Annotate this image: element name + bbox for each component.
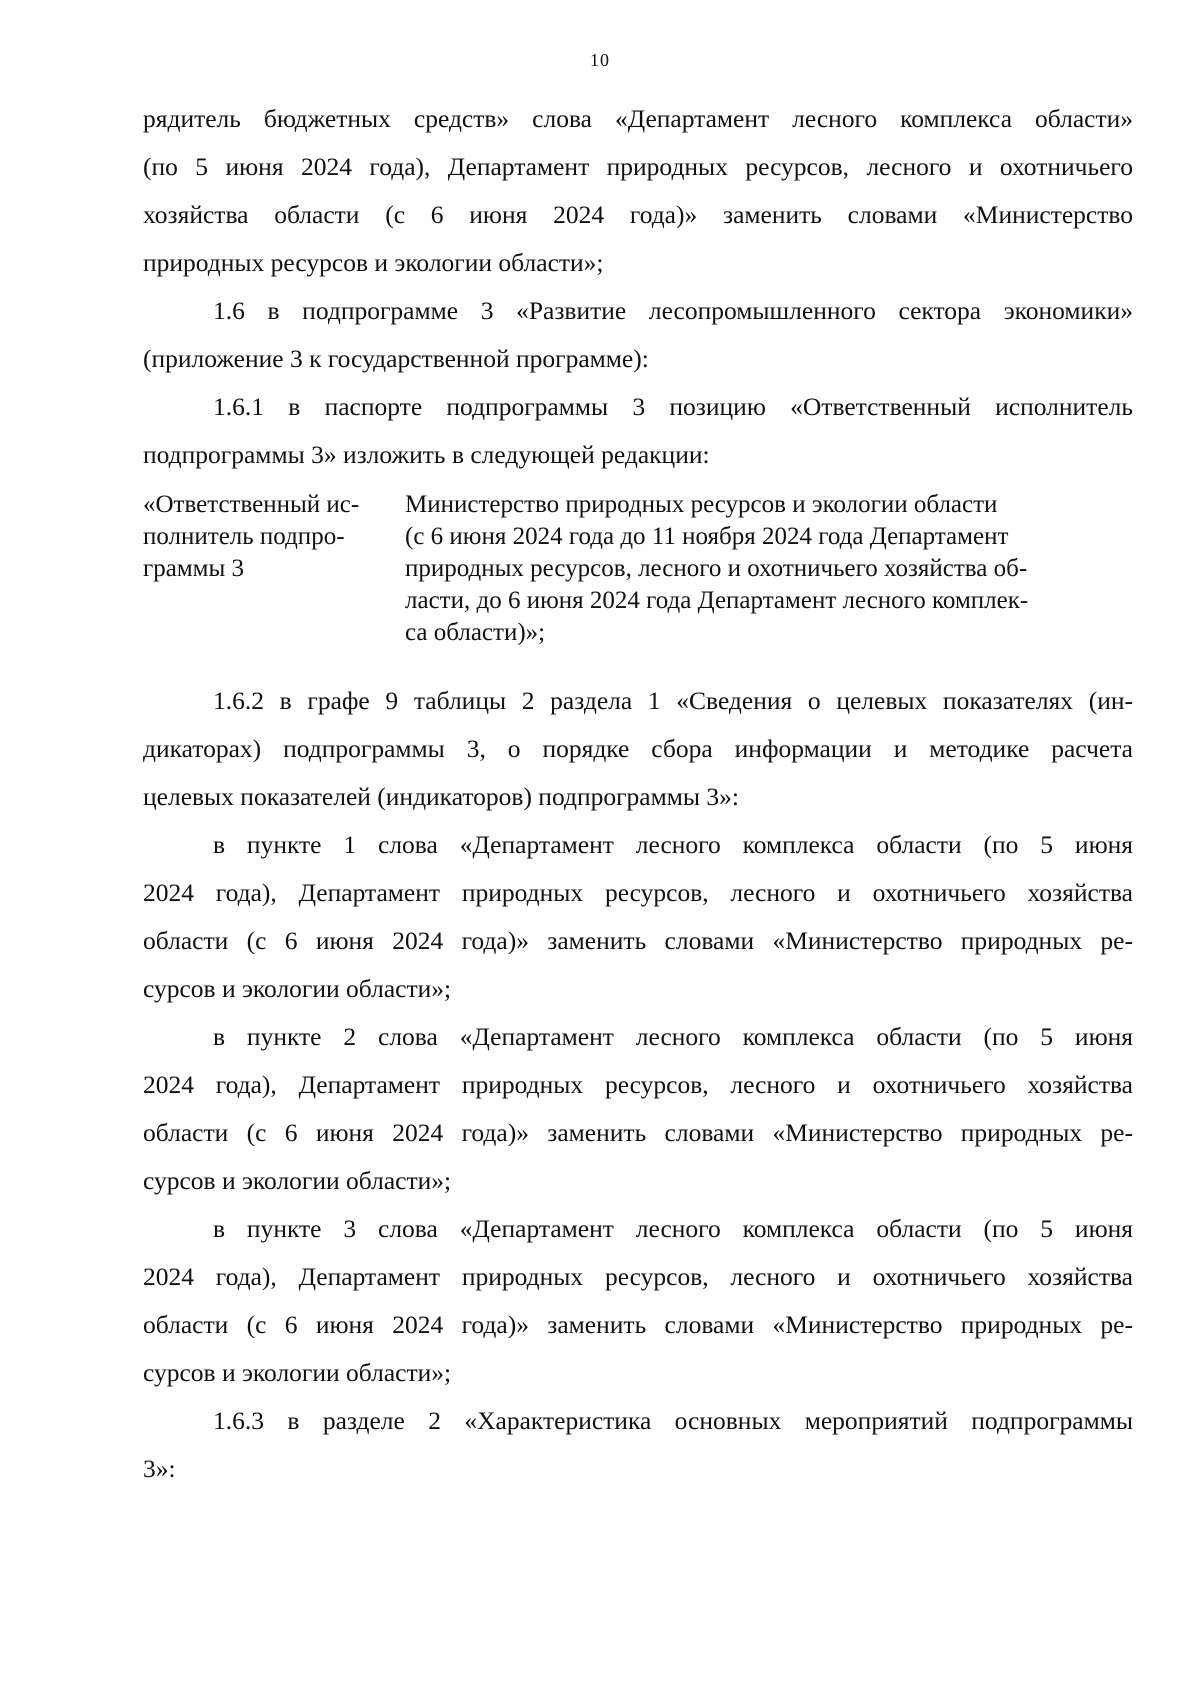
text-line: 2024 года), Департамент природных ресурсов, лесного и охотничьего хозяйства: [143, 878, 1133, 907]
text-line: в пункте 3 слова «Департамент лесного комплекса области (по 5 июня: [213, 1214, 1133, 1243]
paragraph-1-6-3: [143, 1397, 1133, 1493]
document-body: [143, 95, 1133, 1493]
text-line: хозяйства области (с 6 июня 2024 года)» заменить словами «Министерство: [143, 200, 1133, 229]
text-line: са области)»;: [405, 619, 546, 646]
text-line: целевых показателей (индикаторов) подпрограммы 3»:: [143, 782, 739, 811]
text-line: в пункте 1 слова «Департамент лесного комплекса области (по 5 июня: [213, 830, 1133, 859]
text-line: 3»:: [143, 1454, 176, 1483]
paragraph-1-6: [143, 287, 1133, 383]
text-line: «Ответственный ис-: [143, 491, 360, 518]
paragraph-point-1: [143, 821, 1133, 1013]
passport-position-table: [143, 489, 1133, 649]
passport-label: [143, 489, 405, 649]
text-line: области (с 6 июня 2024 года)» заменить словами «Министерство природных ре-: [143, 1310, 1133, 1339]
page-number: 10: [590, 50, 610, 70]
passport-value: [405, 489, 1133, 649]
text-line: сурсов и экологии области»;: [143, 1358, 452, 1387]
text-line: области (с 6 июня 2024 года)» заменить словами «Министерство природных ре-: [143, 1118, 1133, 1147]
paragraph-1-6-2: [143, 677, 1133, 821]
text-line: природных ресурсов, лесного и охотничьего хозяйства об-: [405, 555, 1028, 582]
text-line: рядитель бюджетных средств» слова «Департамент лесного комплекса области»: [143, 104, 1133, 133]
text-line: 2024 года), Департамент природных ресурсов, лесного и охотничьего хозяйства: [143, 1262, 1133, 1291]
paragraph-continuation: [143, 95, 1133, 287]
text-line: 1.6 в подпрограмме 3 «Развитие лесопромышленного сектора экономики»: [213, 296, 1133, 325]
text-line: природных ресурсов и экологии области»;: [143, 248, 604, 277]
paragraph-1-6-1: [143, 383, 1133, 479]
text-line: 1.6.2 в графе 9 таблицы 2 раздела 1 «Сведения о целевых показателях (ин-: [213, 686, 1133, 715]
text-line: сурсов и экологии области»;: [143, 1166, 452, 1195]
text-line: (с 6 июня 2024 года до 11 ноября 2024 года Департамент: [405, 523, 1009, 550]
text-line: 2024 года), Департамент природных ресурсов, лесного и охотничьего хозяйства: [143, 1070, 1133, 1099]
text-line: 1.6.3 в разделе 2 «Характеристика основных мероприятий подпрограммы: [213, 1406, 1133, 1435]
paragraph-point-2: [143, 1013, 1133, 1205]
text-line: (приложение 3 к государственной программе):: [143, 344, 649, 373]
text-line: граммы 3: [143, 555, 245, 582]
text-line: сурсов и экологии области»;: [143, 974, 452, 1003]
text-line: дикаторах) подпрограммы 3, о порядке сбора информации и методике расчета: [143, 734, 1133, 763]
text-line: 1.6.1 в паспорте подпрограммы 3 позицию «Ответственный исполнитель: [213, 392, 1133, 421]
text-line: подпрограммы 3» изложить в следующей редакции:: [143, 440, 710, 469]
paragraph-point-3: [143, 1205, 1133, 1397]
text-line: полнитель подпро-: [143, 523, 345, 550]
text-line: (по 5 июня 2024 года), Департамент природных ресурсов, лесного и охотничьего: [143, 152, 1133, 181]
text-line: области (с 6 июня 2024 года)» заменить словами «Министерство природных ре-: [143, 926, 1133, 955]
text-line: Министерство природных ресурсов и экологии области: [405, 491, 998, 518]
text-line: в пункте 2 слова «Департамент лесного комплекса области (по 5 июня: [213, 1022, 1133, 1051]
text-line: ласти, до 6 июня 2024 года Департамент лесного комплек-: [405, 587, 1029, 614]
